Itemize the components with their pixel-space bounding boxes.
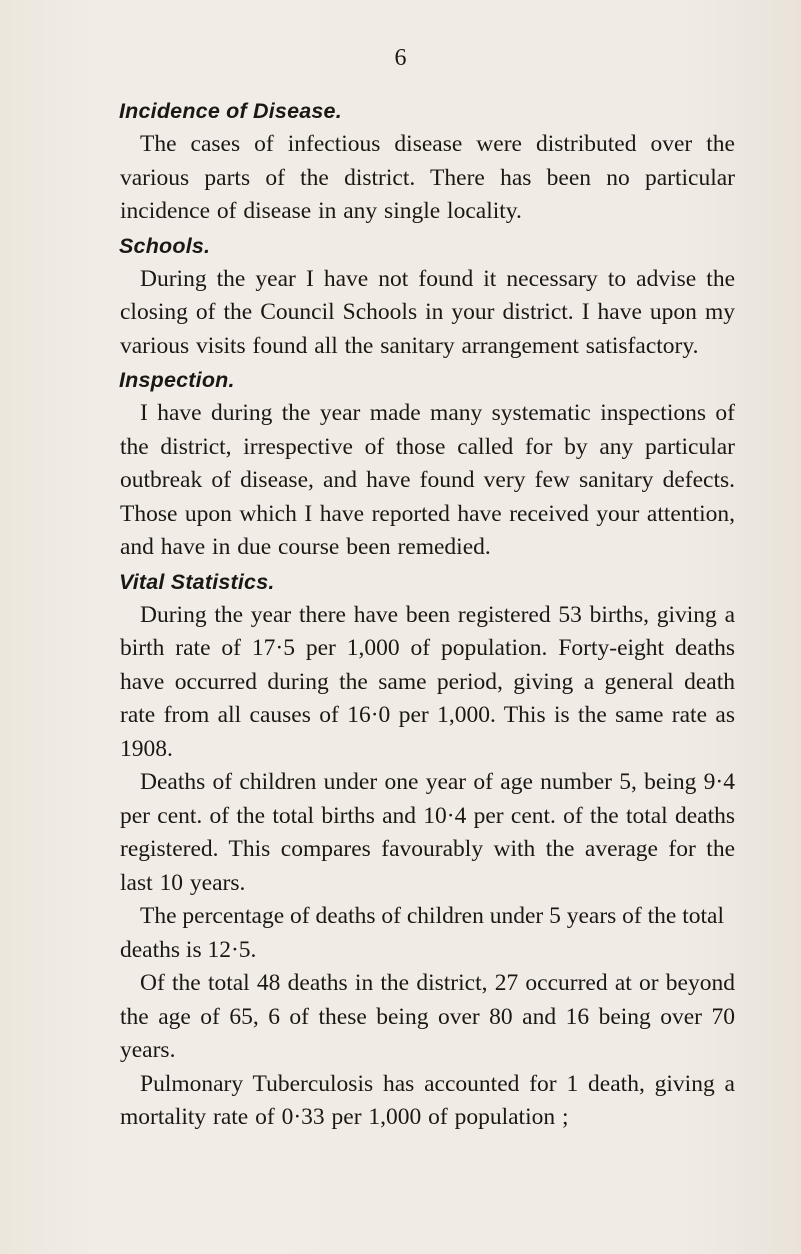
- paragraph: The percentage of deaths of children under 5 years of the total deaths is 12·5.: [120, 903, 724, 963]
- report-body: [112, 94, 735, 1135]
- section-schools: [112, 229, 735, 364]
- section-heading: Incidence of Disease.: [119, 99, 342, 123]
- section-incidence-of-disease: [112, 94, 735, 229]
- paragraph: The cases of infectious disease were distributed over the various parts of the district. There has been no particular incidence of disease in any single locality.: [120, 131, 735, 224]
- paragraph: Deaths of children under one year of age number 5, being 9·4 per cent. of the total births and 10·4 per cent. of the total deaths registered. This compares favourably with the average for the last 10 years.: [120, 769, 735, 896]
- section-inspection: [112, 363, 735, 565]
- paragraph: Of the total 48 deaths in the district, 27 occurred at or beyond the age of 65, 6 of these being over 80 and 16 being over 70 years.: [120, 970, 735, 1063]
- page-number: 6: [394, 45, 407, 71]
- paragraph: During the year there have been registered 53 births, giving a birth rate of 17·5 per 1,000 of population. Forty-eight deaths have occurred during the same period, giving a general death rate from all causes of 16·0 per 1,000. This is the same rate as 1908.: [120, 601, 735, 762]
- section-heading: Vital Statistics.: [119, 569, 275, 594]
- paragraph: During the year I have not found it necessary to advise the closing of the Council Schools in your district. I have upon my various visits found all the sanitary arrangement satisfactory.: [120, 265, 735, 359]
- section-heading: Inspection.: [119, 368, 235, 392]
- section-heading: Schools.: [119, 233, 211, 258]
- paragraph: Pulmonary Tuberculosis has accounted for 1 death, giving a mortality rate of 0·33 per 1,000 of population ;: [120, 1070, 735, 1130]
- paragraph: I have during the year made many systematic inspections of the district, irrespective of those called for by any particular outbreak of disease, and have found very few sanitary defects. Those upon which I have reported have received your attention, and have in due course been remedied.: [120, 400, 735, 560]
- section-vital-statistics: [112, 565, 735, 1135]
